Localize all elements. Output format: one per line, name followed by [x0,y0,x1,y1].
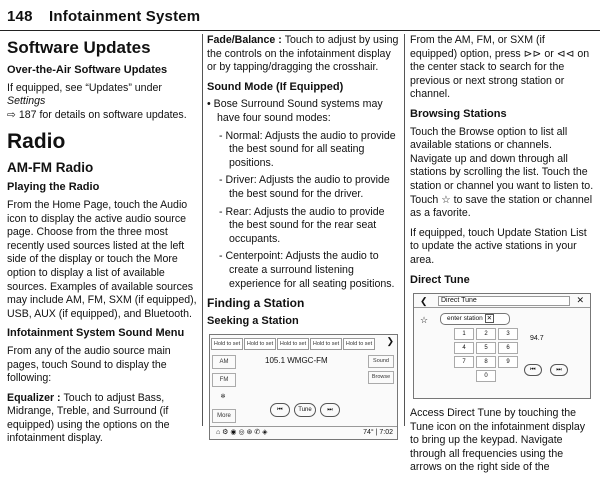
playing-paragraph: From the Home Page, touch the Audio icon to display the active audio source page. Choose from the three most recently used sources listed at the left side of the display or touch the More option to display a list of available sources. Examples of available sources may include AM, FM, SXM (if equipped), USB, AUX (if equipped), and Bluetooth. [7,198,197,320]
access-paragraph: Access Direct Tune by touching the Tune icon on the infotainment display to bring up the keypad. Navigate through all frequencies using the arrows on the right side of the [410,407,586,474]
seek-forward-icon[interactable]: ⏭ [320,403,340,417]
sound-mode-heading: Sound Mode (If Equipped) [207,80,344,93]
station-name: 105.1 WMGC-FM [265,356,328,366]
sound-menu-heading: Infotainment System Sound Menu [7,327,185,340]
bose-bullet: • Bose Surround Sound systems may have four sound modes: [207,98,383,124]
browse-button[interactable]: Browse [368,371,394,384]
seek-forward-icon[interactable]: ⏭ [550,364,568,376]
page-ref-link[interactable]: ⇨ 187 [7,108,37,121]
seeking-heading: Seeking a Station [207,314,299,327]
preset-button[interactable]: Hold to set [343,338,375,350]
page-header [7,8,200,25]
playing-heading: Playing the Radio [7,181,100,194]
mode-item: - Rear: Adjusts the audio to provide the best sound for the rear seat occupants. [219,205,385,245]
preset-button[interactable]: Hold to set [211,338,243,350]
keypad-key[interactable]: 4 [454,342,474,354]
preset-button[interactable]: Hold to set [277,338,309,350]
fade-paragraph [207,34,399,75]
source-am[interactable]: AM [212,355,236,369]
direct-tune-heading: Direct Tune [410,273,470,286]
keypad-key[interactable]: 1 [454,328,474,340]
ota-text-end: for details on software updates. [36,108,187,121]
seek-paragraph: From the AM, FM, or SXM (if equipped) option, press ⊳⊳ or ⊲⊲ on the center stack to search for the previous or next strong station or channel. [410,34,590,101]
app-icons[interactable]: ⌂ ⚙ ◉ ◎ ⊛ ✆ ◈ [216,429,268,437]
mode-rear: Rear: Adjusts the audio to provide the best sound for the rear seat occupants. [225,205,385,245]
sound-button[interactable]: Sound [368,355,394,368]
equalizer-paragraph [7,392,199,446]
sound-menu-paragraph: From any of the audio source main pages, touch Sound to display the following: [7,344,171,385]
backspace-icon[interactable]: ✕ [486,315,493,323]
station-entry-field[interactable] [440,313,510,325]
keypad-key[interactable]: 5 [476,342,496,354]
preset-button[interactable]: Hold to set [244,338,276,350]
frequency-readout: 94.7 [530,335,544,343]
column-divider [202,34,203,426]
ota-heading: Over-the-Air Software Updates [7,64,168,76]
tune-button[interactable]: Tune [294,403,316,417]
mode-item: - Normal: Adjusts the audio to provide the best sound for all seating positions. [219,129,396,169]
column-divider [404,34,405,426]
radio-heading: Radio [7,130,66,154]
seek-back-icon[interactable]: ⏮ [270,403,290,417]
chevron-right-icon[interactable]: ❯ [386,336,394,347]
temperature: 74° [363,429,374,437]
keypad-key[interactable]: 2 [476,328,496,340]
close-icon[interactable]: ✕ [576,295,584,306]
header-rule [0,30,600,31]
bose-text: Bose Surround Sound systems may have four sound modes: [213,98,383,124]
fade-text: Touch to adjust by using the controls on the infotainment display or by tapping/dragging the crosshair. [207,34,399,74]
keypad-key[interactable]: 3 [498,328,518,340]
clock: 7:02 [379,429,393,437]
chevron-left-icon[interactable]: ❮ [420,296,428,307]
preset-button[interactable]: Hold to set [310,338,342,350]
direct-tune-illustration [413,293,591,399]
update-paragraph: If equipped, touch Update Station List to update the active stations in your area. [410,226,587,266]
ota-paragraph [7,82,199,123]
source-more[interactable]: More [212,409,236,423]
equalizer-label: Equalizer : [7,391,64,404]
equalizer-text: Touch to adjust Bass, Midrange, Treble, and Surround (if equipped) using the options on the infotainment display. [7,391,170,445]
column-3 [410,34,594,481]
status-bar [210,426,397,439]
keypad-key[interactable]: 0 [476,370,496,382]
browsing-heading: Browsing Stations [410,107,507,120]
amfm-heading: AM-FM Radio [7,160,94,176]
section-title: Infotainment System [49,8,201,25]
bluetooth-icon[interactable]: ✻ [220,394,226,401]
mode-normal: Normal: Adjusts the audio to provide the best sound for all seating positions. [225,129,396,169]
temp-time: 74° | 7:02 [363,429,393,437]
keypad-key[interactable]: 9 [498,356,518,368]
favorite-star-icon[interactable]: ☆ [420,315,429,326]
preset-bar [210,338,397,350]
software-updates-heading: Software Updates [7,38,151,57]
seek-back-icon[interactable]: ⏮ [524,364,542,376]
radio-screen-illustration [209,334,398,440]
mode-centerpoint: Centerpoint: Adjusts the audio to create a surround listening experience for all seating positions. [225,250,395,290]
mode-item: - Driver: Adjusts the audio to provide the best sound for the driver. [219,174,390,200]
fade-label: Fade/Balance : [207,34,285,46]
entry-placeholder: enter station [447,315,483,323]
settings-ref: Settings [7,95,46,108]
keypad-key[interactable]: 6 [498,342,518,354]
direct-tune-title: Direct Tune [438,296,570,306]
source-fm[interactable]: FM [212,373,236,387]
column-2 [207,34,399,440]
direct-tune-topbar [414,294,590,308]
browsing-paragraph: Touch the Browse option to list all available stations or channels. Navigate up and down through all stations by scrolling the list. Touch the station or channel you want to listen to. Touch ☆ to save the station or channel as a favorite. [410,125,594,220]
finding-heading: Finding a Station [207,296,305,311]
ota-text: If equipped, see “Updates” under [7,81,162,94]
mode-item: - Centerpoint: Adjusts the audio to create a surround listening experience for all seating positions. [219,250,395,290]
keypad-key[interactable]: 7 [454,356,474,368]
keypad-key[interactable]: 8 [476,356,496,368]
column-1 [7,34,199,452]
page-number: 148 [7,8,33,25]
mode-driver: Driver: Adjusts the audio to provide the best sound for the driver. [225,174,390,200]
